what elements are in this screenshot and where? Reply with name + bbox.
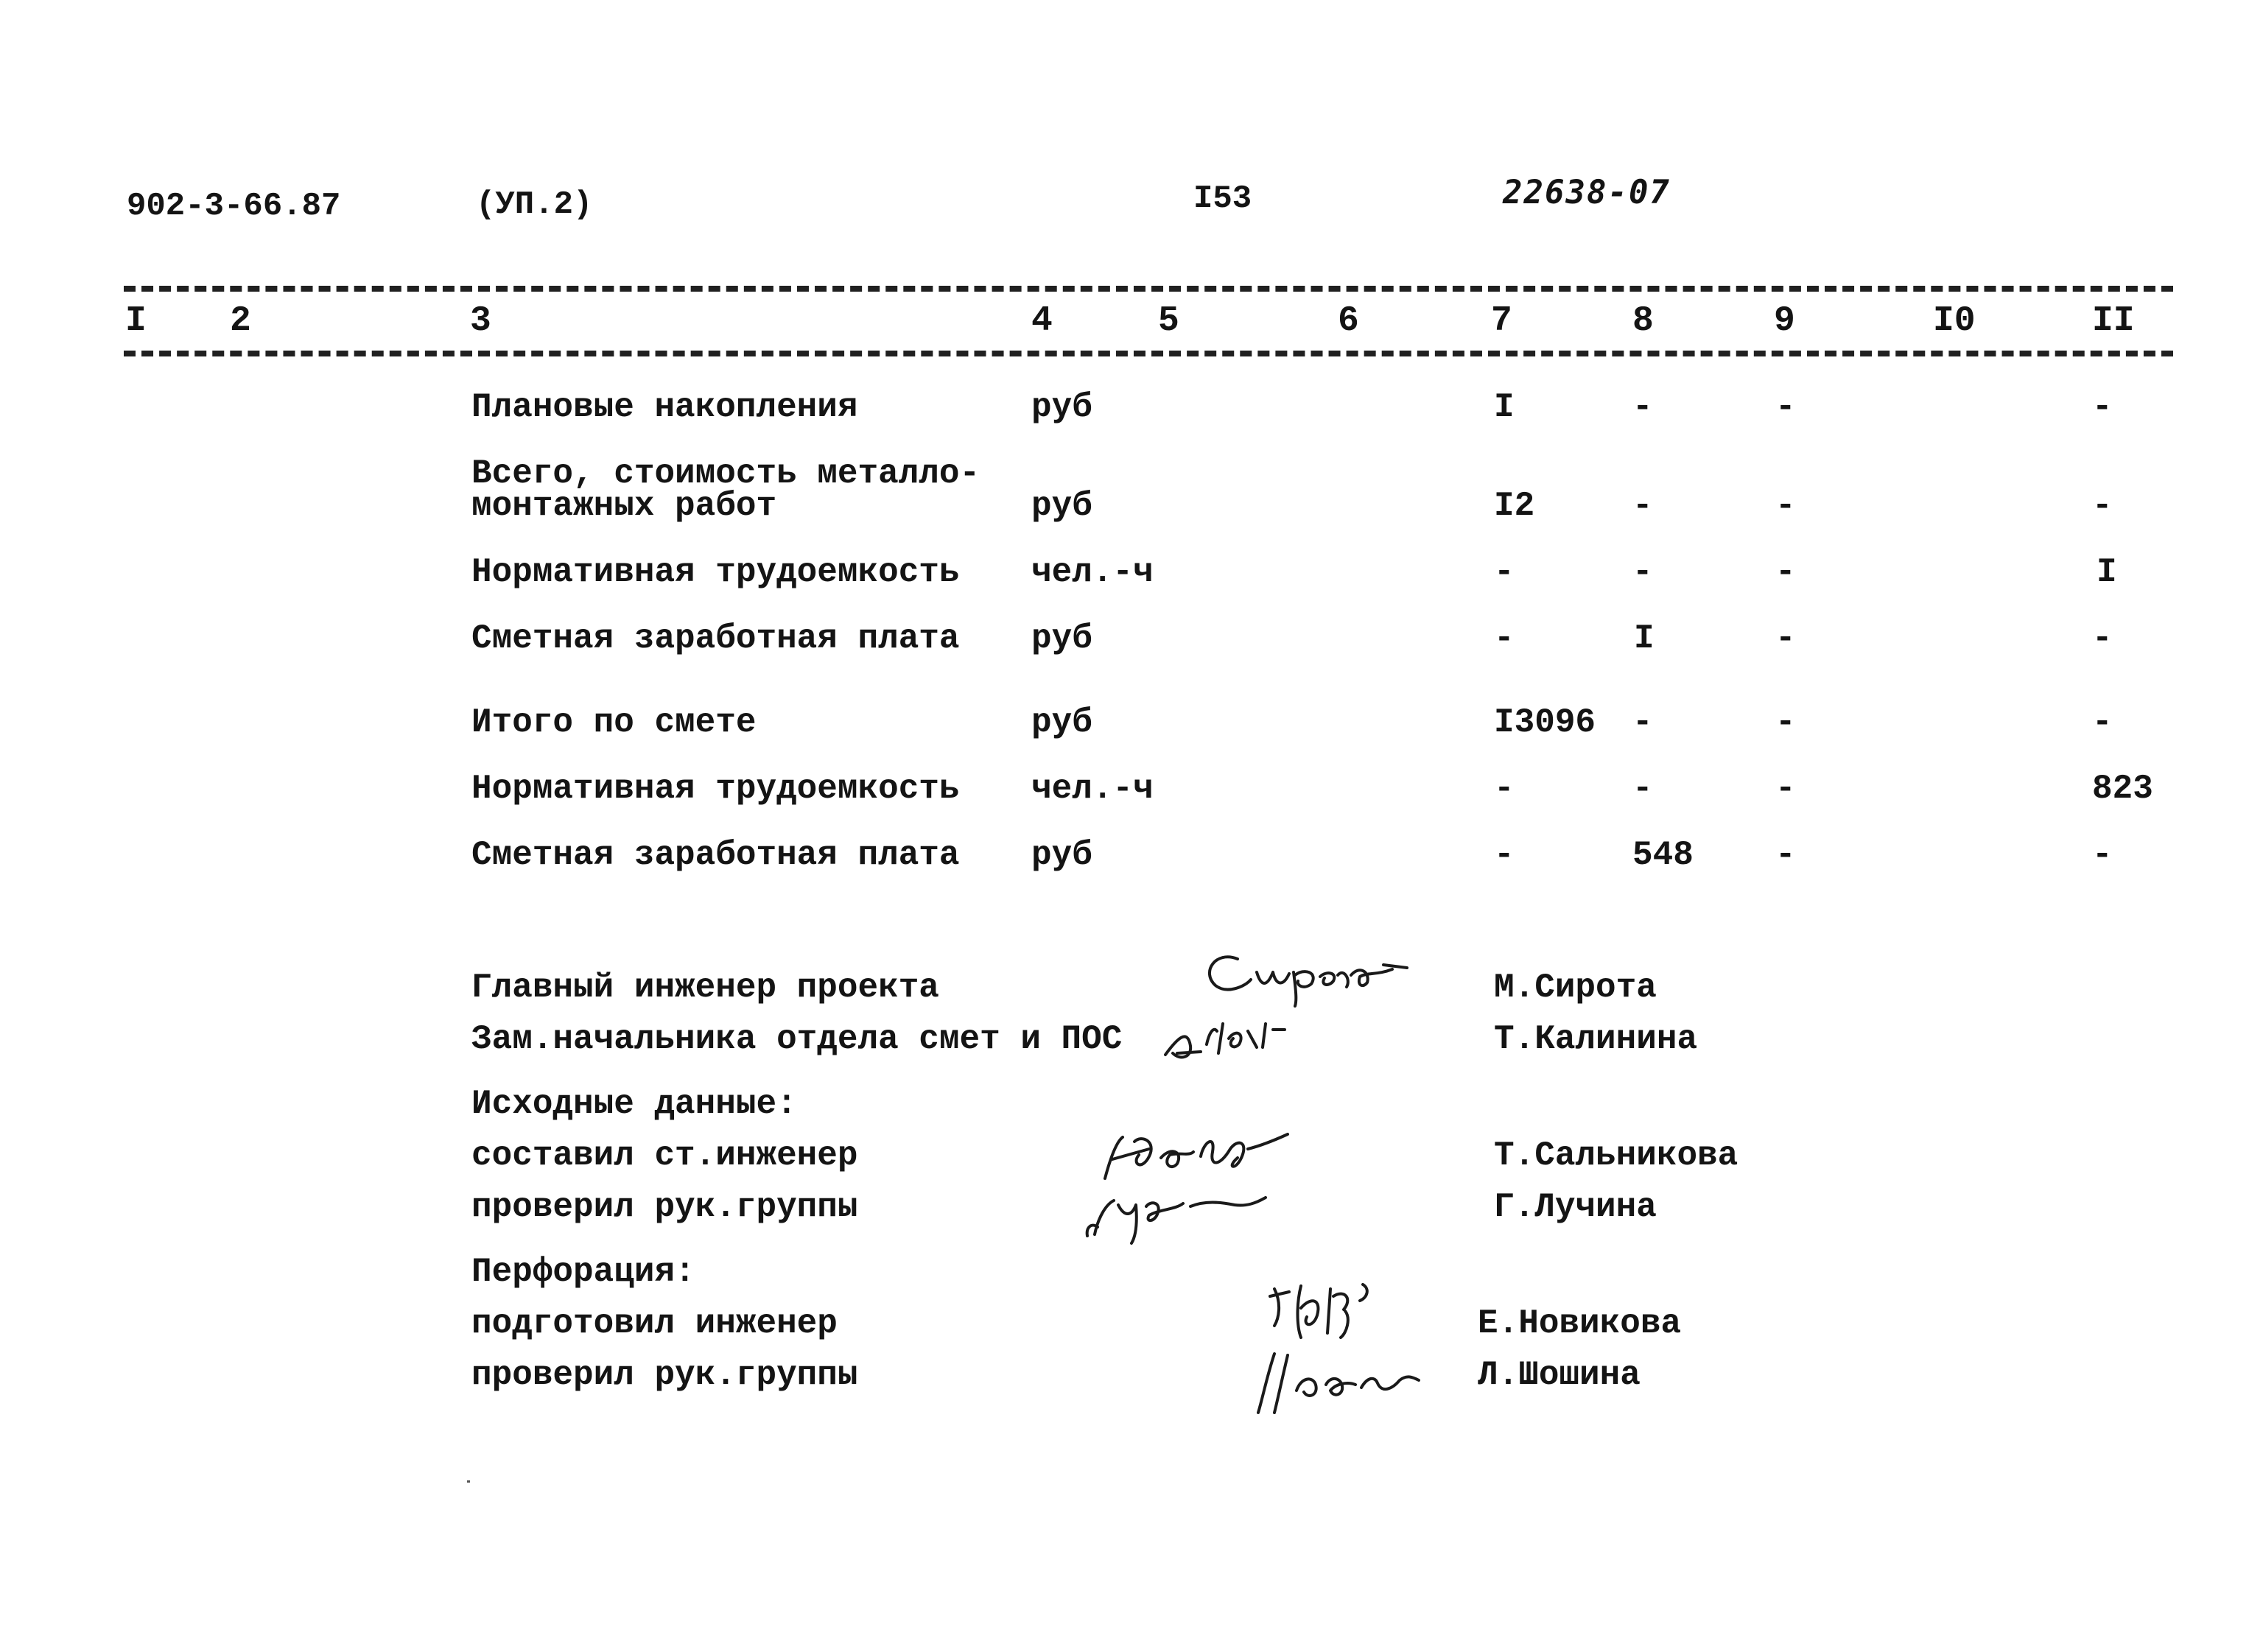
row-col9: - (1775, 553, 1796, 591)
volume-label: (УП.2) (476, 186, 593, 223)
archive-number: 22638-07 (1503, 174, 1671, 211)
compiled-name: Т.Сальникова (1494, 1136, 1739, 1175)
row-col8: - (1632, 388, 1653, 426)
row-col7: - (1494, 770, 1515, 808)
column-number: I (125, 301, 147, 341)
deputy-name: Т.Калинина (1494, 1020, 1698, 1058)
row-col8: - (1632, 553, 1653, 591)
row-name: Сметная заработная плата (471, 836, 960, 874)
compiled-role: составил ст.инженер (471, 1136, 858, 1175)
column-number: 3 (470, 301, 491, 341)
column-number: I0 (1933, 301, 1976, 341)
checked-role: проверил рук.группы (471, 1356, 858, 1394)
row-col8: 548 (1632, 836, 1694, 874)
row-col9: - (1775, 388, 1796, 426)
row-name: Всего, стоимость металло- (471, 454, 980, 493)
row-name-continued: монтажных работ (471, 487, 777, 525)
row-unit: чел.-ч (1031, 770, 1154, 808)
perforation-heading: Перфорация: (471, 1253, 695, 1291)
handwritten-signature (1193, 943, 1429, 1009)
row-col11: 823 (2092, 770, 2153, 808)
chief-engineer-role: Главный инженер проекта (471, 969, 939, 1007)
row-col8: I (1634, 619, 1655, 658)
checked-name: Г.Лучина (1494, 1188, 1657, 1226)
handwritten-signature (1155, 1002, 1317, 1068)
row-col11: - (2092, 836, 2113, 874)
page-number: I53 (1193, 180, 1252, 217)
row-col7: - (1494, 619, 1515, 658)
bottom-dashed-rule (124, 351, 2173, 356)
row-col8: - (1632, 703, 1653, 742)
top-dashed-rule (124, 286, 2173, 292)
row-name: Нормативная трудоемкость (471, 770, 960, 808)
checked-role: проверил рук.группы (471, 1188, 858, 1226)
source-data-heading: Исходные данные: (471, 1085, 797, 1123)
prepared-name: Е.Новикова (1478, 1304, 1682, 1343)
row-unit: чел.-ч (1031, 553, 1154, 591)
row-name: Итого по смете (471, 703, 757, 742)
doc-code: 902-3-66.87 (127, 188, 341, 225)
deputy-role: Зам.начальника отдела смет и ПОС (471, 1020, 1123, 1058)
row-col7: - (1494, 836, 1515, 874)
column-number: 4 (1031, 301, 1053, 341)
row-unit: руб (1031, 388, 1092, 426)
row-col9: - (1775, 487, 1796, 525)
column-number: 8 (1632, 301, 1654, 341)
prepared-role: подготовил инженер (471, 1304, 838, 1343)
row-col11: - (2092, 703, 2113, 742)
row-unit: руб (1031, 487, 1092, 525)
row-unit: руб (1031, 619, 1092, 658)
row-col9: - (1775, 836, 1796, 874)
row-col11: I (2097, 553, 2117, 591)
row-name: Нормативная трудоемкость (471, 553, 960, 591)
row-col11: - (2092, 388, 2113, 426)
handwritten-signature (1245, 1339, 1422, 1420)
column-number: 9 (1774, 301, 1795, 341)
row-col11: - (2092, 619, 2113, 658)
row-col9: - (1775, 619, 1796, 658)
row-col7: I2 (1494, 487, 1535, 525)
chief-engineer-name: М.Сирота (1494, 969, 1657, 1007)
row-name: Плановые накопления (471, 388, 858, 426)
row-name: Сметная заработная плата (471, 619, 960, 658)
row-col9: - (1775, 703, 1796, 742)
row-col7: I3096 (1494, 703, 1596, 742)
column-number: 7 (1491, 301, 1512, 341)
row-col7: - (1494, 553, 1515, 591)
handwritten-signature (1073, 1175, 1279, 1249)
row-unit: руб (1031, 703, 1092, 742)
checked-name: Л.Шошина (1478, 1356, 1641, 1394)
row-col8: - (1632, 487, 1653, 525)
row-col8: - (1632, 770, 1653, 808)
row-col7: I (1494, 388, 1515, 426)
scan-speck (467, 1480, 470, 1483)
row-unit: руб (1031, 836, 1092, 874)
column-number: 5 (1158, 301, 1179, 341)
column-number: 6 (1338, 301, 1359, 341)
row-col11: - (2092, 487, 2113, 525)
column-number: 2 (230, 301, 251, 341)
row-col9: - (1775, 770, 1796, 808)
column-number: II (2092, 301, 2135, 341)
